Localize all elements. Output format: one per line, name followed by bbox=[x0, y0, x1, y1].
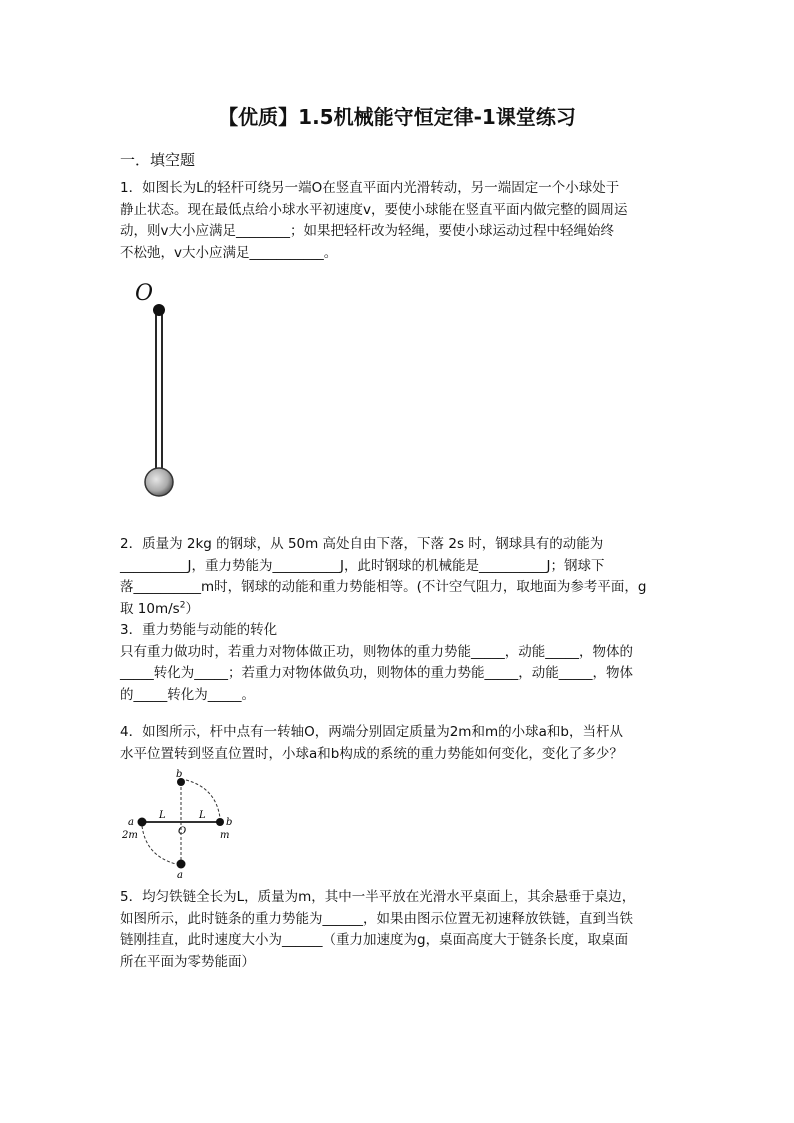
label-l-left: L bbox=[159, 810, 166, 821]
question-5 bbox=[120, 887, 700, 973]
rod bbox=[156, 312, 162, 470]
ball-a-bottom bbox=[177, 860, 186, 869]
label-b-right: b bbox=[226, 817, 233, 828]
q5-line: 链刚挂直，此时速度大小为______（重力加速度为g，桌面高度大于链条长度，取桌面 bbox=[120, 932, 629, 948]
pivot-label-o: O bbox=[135, 281, 154, 306]
q1-line: 静止状态。现在最低点给小球水平初速度v，要使小球能在竖直平面内做完整的圆周运 bbox=[120, 201, 628, 218]
q3-line: 只有重力做功时，若重力对物体做正功，则物体的重力势能_____，动能_____，物体的 bbox=[120, 643, 633, 660]
q2-line bbox=[120, 599, 700, 621]
q4-line: 水平位置转到竖直位置时，小球a和b构成的系统的重力势能如何变化，变化了多少？ bbox=[120, 745, 623, 762]
question-4 bbox=[120, 722, 700, 765]
question-3 bbox=[120, 620, 700, 706]
q2-close: ） bbox=[185, 600, 199, 617]
q4-rotation-figure bbox=[112, 768, 242, 880]
q1-rod-figure bbox=[125, 276, 185, 506]
q5-line: 5．均匀铁链全长为L，质量为m，其中一半平放在光滑水平桌面上，其余悬垂于桌边， bbox=[120, 889, 636, 905]
label-b-top: b bbox=[176, 769, 183, 780]
label-2m: 2m bbox=[122, 830, 138, 841]
q4-line: 4．如图所示，杆中点有一转轴O，两端分别固定质量为2m和m的小球a和b，当杆从 bbox=[120, 724, 623, 740]
q2-unit-sup: 2 bbox=[179, 600, 186, 610]
q1-line: 1．如图长为L的轻杆可绕另一端O在竖直平面内光滑转动，另一端固定一个小球处于 bbox=[120, 180, 620, 196]
ball-a-left bbox=[138, 818, 147, 827]
q3-line: 的_____转化为_____。 bbox=[120, 686, 255, 703]
q2-line: 2．质量为 2kg 的钢球，从 50m 高处自由下落，下落 2s 时，钢球具有的动能为 bbox=[120, 536, 604, 552]
q2-last-text: 取 10m/s bbox=[120, 600, 180, 617]
q1-line: 动，则v大小应满足________；如果把轻杆改为轻绳，要使小球运动过程中轻绳始终 bbox=[120, 223, 614, 239]
arc-lower bbox=[142, 826, 176, 864]
section-heading: 一．填空题 bbox=[120, 151, 196, 169]
label-m: m bbox=[220, 830, 230, 841]
ball bbox=[145, 468, 173, 496]
q3-line: 3．重力势能与动能的转化 bbox=[120, 622, 278, 638]
label-l-right: L bbox=[199, 810, 206, 821]
q3-line: _____转化为_____；若重力对物体做负功，则物体的重力势能_____，动能_____，物体 bbox=[120, 665, 633, 681]
page-title: 【优质】1.5机械能守恒定律-1课堂练习 bbox=[218, 105, 576, 129]
label-a-bottom: a bbox=[177, 870, 183, 880]
q2-line: __________J，重力势能为__________J，此时钢球的机械能是__________J；钢球下 bbox=[120, 557, 605, 574]
q1-line: 不松弛，v大小应满足___________。 bbox=[120, 244, 338, 261]
q2-line: 落__________m时，钢球的动能和重力势能相等。(不计空气阻力，取地面为参考平面，g bbox=[120, 579, 647, 595]
q5-line: 如图所示，此时链条的重力势能为______，如果由图示位置无初速释放铁链，直到当铁 bbox=[120, 910, 633, 927]
question-2 bbox=[120, 534, 700, 620]
label-o: O bbox=[178, 826, 187, 837]
ball-b-right bbox=[216, 818, 224, 826]
pivot-point bbox=[153, 304, 165, 316]
q5-line: 所在平面为零势能面） bbox=[120, 953, 255, 970]
question-1 bbox=[120, 178, 700, 264]
label-a-left: a bbox=[128, 817, 134, 828]
